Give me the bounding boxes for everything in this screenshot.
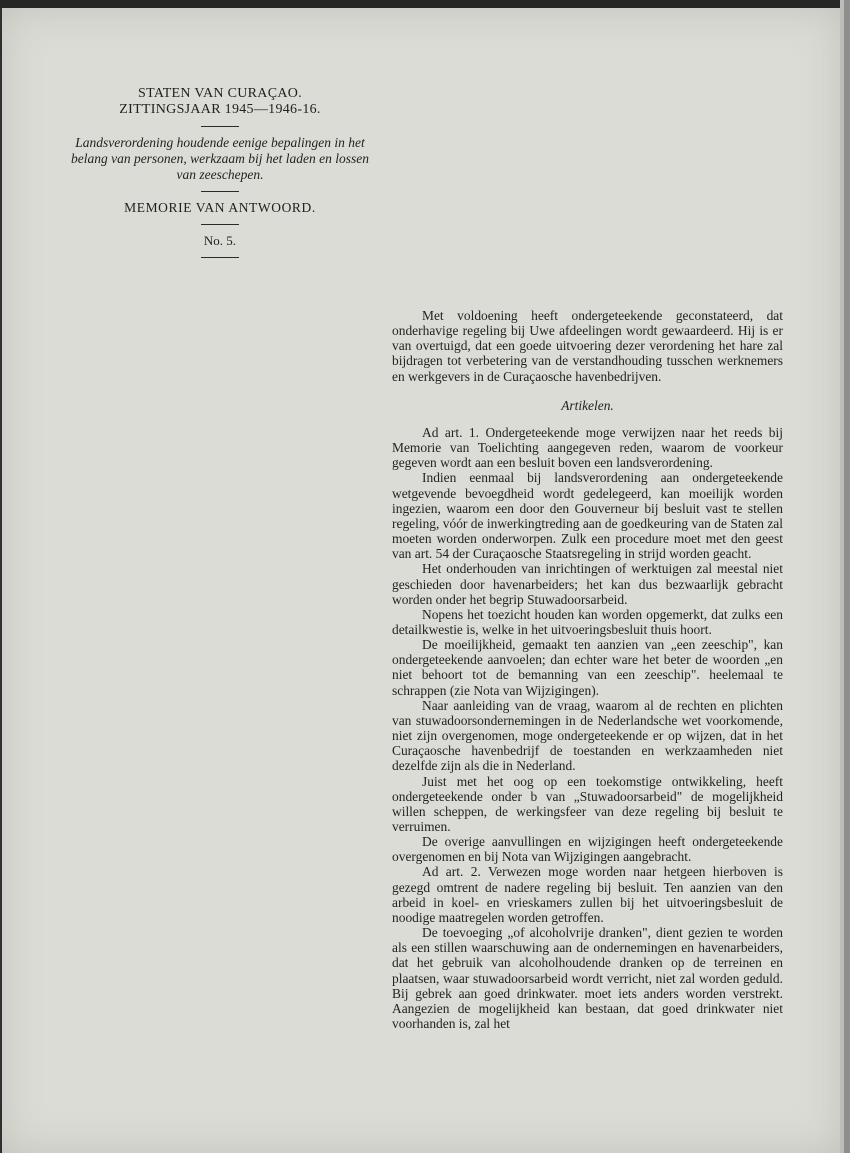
scan-right-edge <box>840 0 850 1153</box>
body-paragraph: Ad art. 2. Verwezen moge worden naar hetgeen hierboven is gezegd omtrent de nadere regeling bij besluit. Ten aanzien van den arbeid in koel- en vrieskamers zullen bij het uitvoeringsbesluit de noodige maatregelen worden getroffen. <box>392 864 783 925</box>
body-paragraph: Ad art. 1. Ondergeteekende moge verwijzen naar het reeds bij Memorie van Toelichting aangegeven reden, waarom de voorkeur gegeven wordt aan een besluit boven een landsverordening. <box>392 424 783 471</box>
header-title-line1: STATEN VAN CURAÇAO. <box>138 86 302 101</box>
header-number: No. 5. <box>203 233 237 248</box>
scan-edge-strip <box>840 0 844 1153</box>
document-header <box>68 86 372 266</box>
scan-top-edge <box>0 0 850 8</box>
header-subject: Landsverordening houdende eenige bepalingen in het belang van personen, werkzaam bij het laden en lossen van zeeschepen. <box>70 135 370 182</box>
document-body <box>392 308 783 1031</box>
divider <box>201 224 239 225</box>
divider <box>201 126 239 127</box>
body-paragraph: Nopens het toezicht houden kan worden opgemerkt, dat zulks een detailkwestie is, welke in het uitvoeringsbesluit thuis hoort. <box>392 606 783 637</box>
body-paragraph: Indien eenmaal bij landsverordening aan ondergeteekende wetgevende bevoegdheid wordt gedelegeerd, kan moeilijk worden ingezien, waarom een door den Gouverneur bij besluit vast te stellen regeling, vóór de inwerkingtreding aan de goedkeuring van de Staten zal moeten worden onderworpen. Zulk een procedure moet met den geest van art. 54 der Curaçaosche Staatsregeling in strijd worden geacht. <box>392 470 783 562</box>
body-paragraph: Naar aanleiding van de vraag, waarom al de rechten en plichten van stuwadoorsondernemingen in de Nederlandsche wet voorkomende, niet zijn overgenomen, moge ondergeteekende er op wijzen, dat in het Curaçaosche havenbedrijf de toestanden en werkzaamheden niet dezelfde zijn als die in Nederland. <box>392 697 783 774</box>
body-paragraph: De moeilijkheid, gemaakt ten aanzien van „een zeeschip", kan ondergeteekende aanvoelen; dan echter ware het beter de woorden „en niet behoort tot de bemanning van een zeeschip". heelemaal te schrappen (zie Nota van Wijzigingen). <box>392 637 783 698</box>
document-page <box>2 8 840 1153</box>
body-paragraph: Juist met het oog op een toekomstige ontwikkeling, heeft ondergeteekende onder b van „Stuwadoorsarbeid" de mogelijkheid willen scheppen, de werkingsfeer van deze regeling bij besluit te verruimen. <box>392 773 783 834</box>
body-paragraph: Het onderhouden van inrichtingen of werktuigen zal meestal niet geschieden door havenarbeiders; het kan dus bezwaarlijk gebracht worden onder het begrip Stuwadoorsarbeid. <box>392 561 783 607</box>
intro-paragraph: Met voldoening heeft ondergeteekende geconstateerd, dat onderhavige regeling bij Uwe afdeelingen wordt gewaardeerd. Hij is er van overtuigd, dat een goede uitvoering dezer verordening het hare zal bijdragen tot verbetering van de verstandhouding tusschen werknemers en werkgevers in de Curaçaosche havenbedrijven. <box>392 308 783 384</box>
body-paragraph: De overige aanvullingen en wijzigingen heeft ondergeteekende overgenomen en bij Nota van Wijzigingen aangebracht. <box>392 834 783 865</box>
section-heading: Artikelen. <box>561 397 614 413</box>
header-document-type: MEMORIE VAN ANTWOORD. <box>124 200 316 215</box>
divider <box>201 191 239 192</box>
body-paragraph: De toevoeging „of alcoholvrije dranken", dient gezien te worden als een stillen waarschuwing aan de ondernemingen en havenarbeiders, dat het gebruik van alcoholhoudende dranken op de terreinen en plaatsen, waar stuwadoorsarbeid wordt verricht, niet zal worden geduld. Bij gebrek aan goed drinkwater. moet iets anders worden verstrekt. Aangezien de mogelijkheid kan bestaan, dat goed drinkwater niet voorhanden is, zal het <box>392 925 783 1032</box>
header-title-line2: ZITTINGSJAAR 1945—1946-16. <box>119 102 321 117</box>
divider <box>201 257 239 258</box>
